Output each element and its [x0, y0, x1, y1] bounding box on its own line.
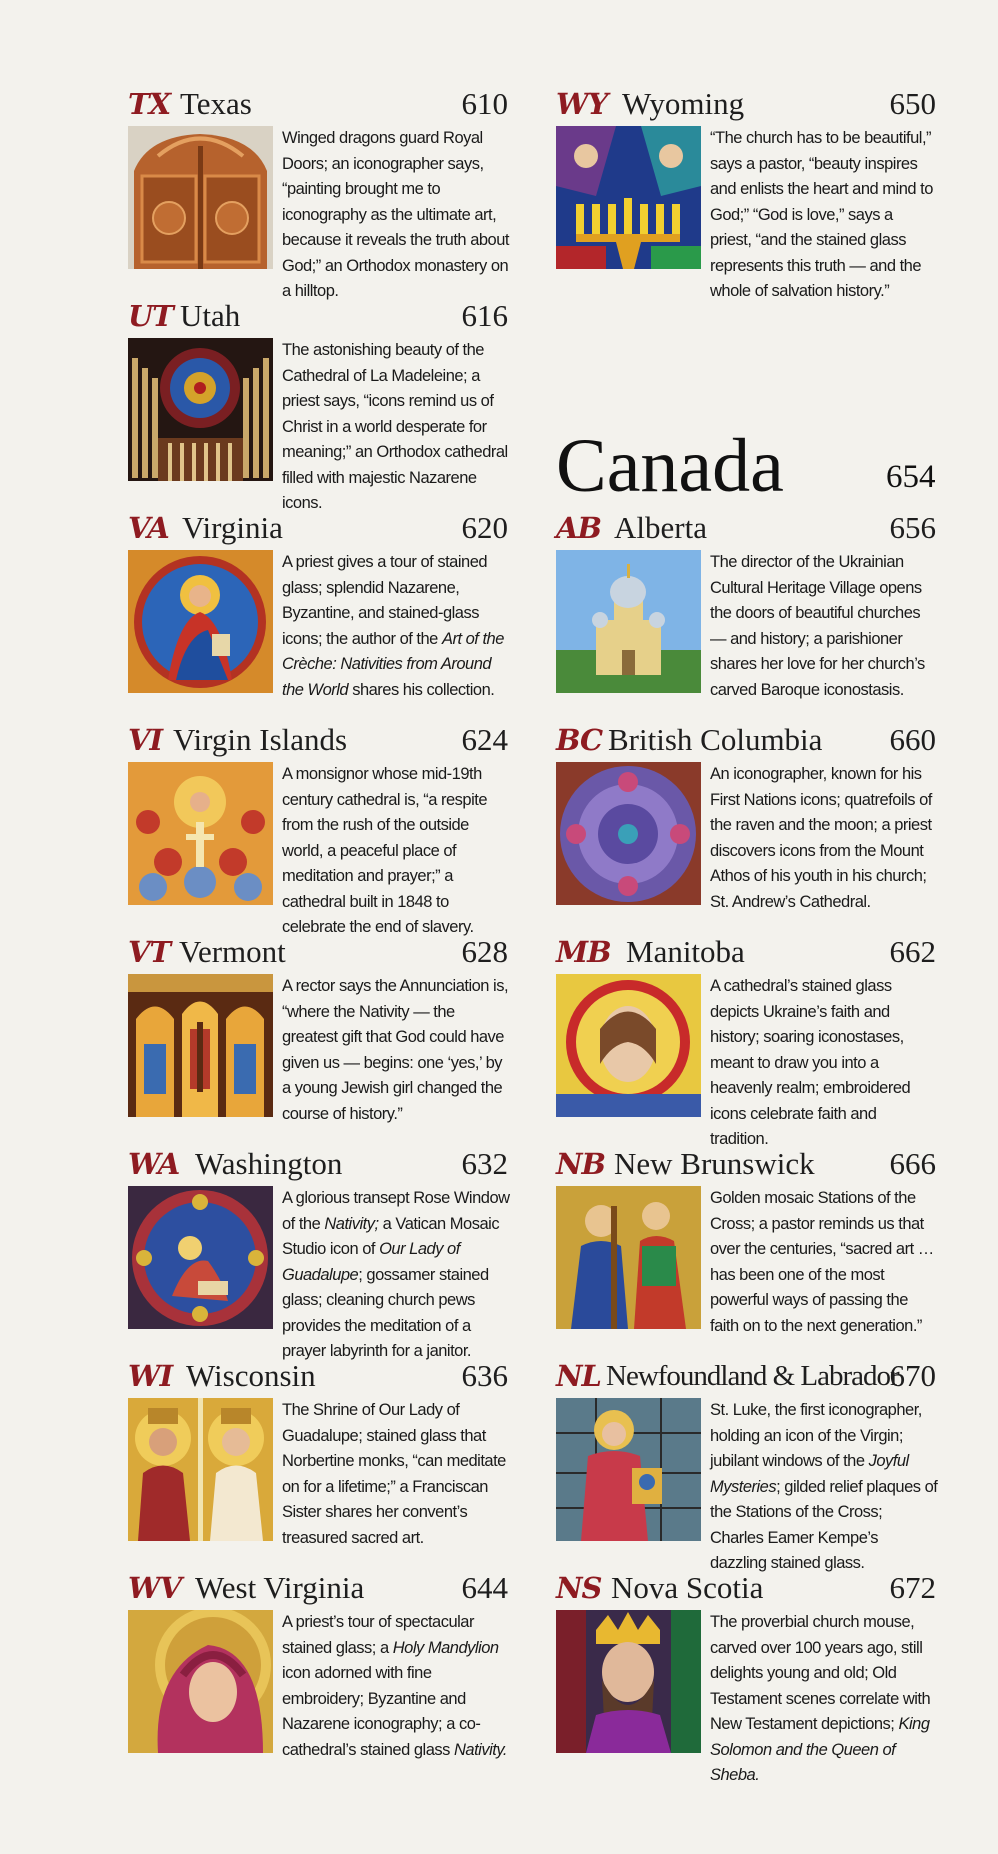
- province-abbr: NS: [556, 1571, 602, 1605]
- nativity-rose-window-image: [128, 1186, 273, 1329]
- domed-church-sky-image: [556, 550, 701, 693]
- entry-newfoundland-labrador: [556, 1356, 938, 1572]
- state-name: Utah: [180, 298, 241, 333]
- state-abbr: UT: [128, 299, 173, 333]
- mosaic-stations-image: [556, 1186, 701, 1329]
- king-solomon-window-image: [556, 1610, 701, 1753]
- carved-royal-doors-image: [128, 126, 273, 269]
- section-page-number: 654: [886, 459, 936, 495]
- state-name: West Virginia: [195, 1570, 365, 1605]
- page-number: 672: [889, 1570, 936, 1605]
- state-name: Washington: [195, 1146, 343, 1181]
- state-name: Vermont: [179, 934, 286, 969]
- province-abbr: NL: [556, 1359, 601, 1393]
- entry-description: A rector says the Annunciation is, “where the Nativity — the greatest gift that God could have given us — begins: one ‘yes,’ by a young Jewish girl changed the course of history.”: [282, 977, 509, 1123]
- section-title: Canada: [556, 424, 784, 508]
- state-name: Wyoming: [622, 86, 745, 121]
- entry-virgin-islands: [128, 720, 508, 936]
- crowned-saints-icon-image: [128, 1398, 273, 1541]
- province-name: Newfoundland & Labrador: [606, 1360, 899, 1392]
- page-number: 624: [461, 722, 508, 757]
- christ-medallion-image: [128, 550, 273, 693]
- state-abbr: WI: [128, 1359, 173, 1393]
- entry-description: A monsignor whose mid-19th century cathedral is, “a respite from the rush of the outside world, a peaceful place of meditation and prayer;” a cathedral built in 1848 to celebrate the end of slavery.: [282, 765, 488, 936]
- state-abbr: TX: [128, 87, 171, 121]
- entry-heading: [556, 1356, 936, 1396]
- entry-heading: [128, 84, 508, 124]
- page-number: 632: [461, 1146, 508, 1181]
- province-abbr: NB: [556, 1147, 606, 1181]
- entry-wisconsin: [128, 1356, 508, 1548]
- entry-description: The director of the Ukrainian Cultural Heritage Village opens the doors of beautiful churches — and history; a parishioner shares her love for her church’s carved Baroque iconostasis.: [710, 553, 925, 699]
- page-number: 656: [889, 510, 936, 545]
- entry-british-columbia: [556, 720, 936, 912]
- madonna-gold-halo-image: [128, 1610, 273, 1753]
- state-name: Virgin Islands: [173, 722, 348, 757]
- entry-description: “The church has to be beautiful,” says a pastor, “beauty inspires and enlists the heart and mind to God;” “God is love,” says a priest, “and the stained glass represents this truth — and the whole of salvation history.”: [710, 129, 933, 300]
- st-luke-window-image: [556, 1398, 701, 1541]
- state-abbr: WY: [556, 87, 608, 121]
- province-name: New Brunswick: [614, 1146, 815, 1181]
- entry-heading: [556, 84, 936, 124]
- entry-heading: [556, 932, 936, 972]
- entry-description: An iconographer, known for his First Nations icons; quatrefoils of the raven and the moon; a priest discovers icons from the Mount Athos of his youth in his church; St. Andrew’s Cathedral.: [710, 765, 932, 911]
- triptych-windows-image: [128, 974, 273, 1117]
- page-number: 610: [461, 86, 508, 121]
- entry-wyoming: [556, 84, 936, 300]
- entry-description: St. Luke, the first iconographer, holding an icon of the Virgin; jubilant windows of the Joyful Mysteries; gilded relief plaques of the Stations of the Cross; Charles Eamer Kempe’s dazzling stained glass.: [710, 1401, 938, 1572]
- page-number: 666: [889, 1146, 936, 1181]
- state-name: Virginia: [182, 510, 283, 545]
- state-abbr: VI: [128, 723, 163, 757]
- entry-heading: [128, 932, 508, 972]
- province-name: Nova Scotia: [611, 1570, 764, 1605]
- page-number: 670: [889, 1358, 936, 1393]
- entry-description: A glorious transept Rose Window of the Nativity; a Vatican Mosaic Studio icon of Our Lady of Guadalupe; gossamer stained glass; cleaning church pews provides the meditation of a prayer labyrinth for a janitor.: [282, 1189, 510, 1360]
- page-number: 636: [461, 1358, 508, 1393]
- heavenly-crowd-painting-image: [128, 762, 273, 905]
- rose-window-organ-image: [128, 338, 273, 481]
- entry-description: The astonishing beauty of the Cathedral of La Madeleine; a priest says, “icons remind us of Christ in a world desperate for meaning;” an Orthodox cathedral filled with majestic Nazarene icons.: [282, 341, 508, 512]
- page-number: 628: [461, 934, 508, 969]
- state-abbr: WA: [128, 1147, 180, 1181]
- page-number: 650: [889, 86, 936, 121]
- entry-description: A cathedral’s stained glass depicts Ukraine’s faith and history; soaring iconostases, meant to draw you into a heavenly realm; embroidered icons celebrate faith and tradition.: [710, 977, 911, 1148]
- entry-description: The proverbial church mouse, carved over 100 years ago, still delights young and old; Old Testament scenes correlate with New Testament depictions; King Solomon and the Queen of Sheba.: [710, 1613, 931, 1784]
- state-abbr: VT: [128, 935, 171, 969]
- page-number: 620: [461, 510, 508, 545]
- province-name: Manitoba: [626, 934, 745, 969]
- entry-alberta: [556, 508, 936, 700]
- entry-description: Golden mosaic Stations of the Cross; a pastor reminds us that over the centuries, “sacred art … has been one of the most powerful ways of passing the faith on to the next generation.”: [710, 1189, 934, 1335]
- entry-heading: [556, 1144, 936, 1184]
- entry-heading: [556, 508, 936, 548]
- entry-manitoba: [556, 932, 936, 1148]
- province-name: British Columbia: [608, 722, 823, 757]
- entry-description: Winged dragons guard Royal Doors; an iconographer says, “painting brought me to iconography as the ultimate art, because it reveals the truth about God;” an Orthodox monastery on a hilltop.: [282, 129, 509, 300]
- purple-rose-window-image: [556, 762, 701, 905]
- entry-heading: [128, 296, 508, 336]
- entry-vermont: [128, 932, 508, 1124]
- province-name: Alberta: [614, 510, 707, 545]
- entry-heading: [556, 720, 936, 760]
- province-abbr: AB: [556, 511, 602, 545]
- entry-utah: [128, 296, 508, 512]
- entry-heading: [128, 1144, 508, 1184]
- province-abbr: MB: [556, 935, 611, 969]
- page-number: 662: [889, 934, 936, 969]
- entry-heading: [128, 1568, 508, 1608]
- entry-west-virginia: [128, 1568, 508, 1760]
- entry-virginia: [128, 508, 508, 700]
- entry-texas: [128, 84, 509, 300]
- entry-washington: [128, 1144, 510, 1360]
- province-abbr: BC: [556, 723, 603, 757]
- embroidered-christ-image: [556, 974, 701, 1117]
- entry-heading: [556, 1568, 936, 1608]
- state-name: Wisconsin: [186, 1358, 316, 1393]
- entry-heading: [128, 508, 508, 548]
- entry-heading: [128, 1356, 508, 1396]
- page-number: 644: [461, 1570, 508, 1605]
- entry-description: A priest gives a tour of stained glass; splendid Nazarene, Byzantine, and stained-glass icons; the author of the Art of the Crèche: Nativities from Around the World shares his collection.: [282, 553, 504, 699]
- state-name: Texas: [180, 86, 252, 121]
- menorah-stained-glass-image: [556, 126, 701, 269]
- entry-nova-scotia: [556, 1568, 936, 1784]
- entry-description: A priest’s tour of spectacular stained glass; a Holy Mandylion icon adorned with fine embroidery; Byzantine and Nazarene iconography; a co-cathedral’s stained glass Nativity.: [282, 1613, 507, 1759]
- page-number: 660: [889, 722, 936, 757]
- state-abbr: WV: [128, 1571, 182, 1605]
- entry-new-brunswick: [556, 1144, 936, 1336]
- entry-heading: [128, 720, 508, 760]
- state-abbr: VA: [128, 511, 169, 545]
- page-number: 616: [461, 298, 508, 333]
- entry-description: The Shrine of Our Lady of Guadalupe; stained glass that Norbertine monks, “can meditate on for a lifetime;” a Franciscan Sister shares her convent’s treasured sacred art.: [282, 1401, 506, 1547]
